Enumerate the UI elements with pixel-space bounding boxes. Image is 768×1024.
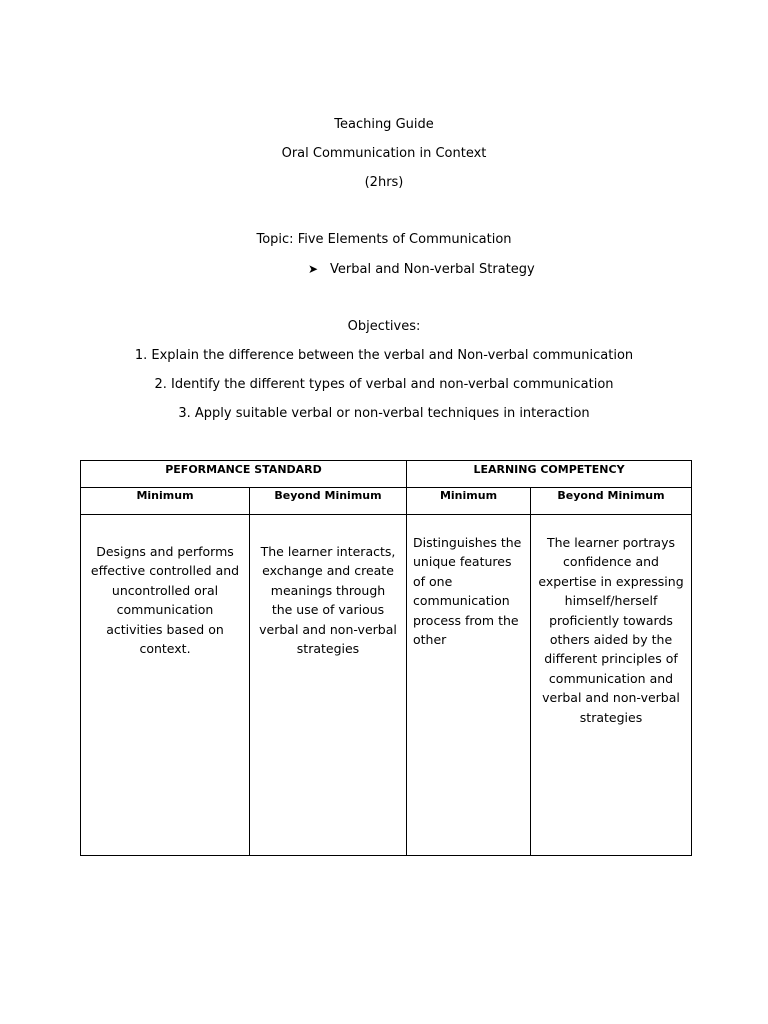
column-header-beyond-minimum: Beyond Minimum	[531, 488, 692, 515]
learning-competency-header: LEARNING COMPETENCY	[407, 461, 692, 488]
document-title: Teaching Guide	[334, 117, 434, 132]
objective-item-2: 2. Identify the different types of verbal and non-verbal communication	[154, 377, 614, 392]
column-header-beyond-minimum: Beyond Minimum	[250, 488, 407, 515]
table-cell: The learner interacts, exchange and create meanings through the use of various verbal and non-verbal strategies	[250, 515, 407, 856]
objective-item-1: 1. Explain the difference between the verbal and Non-verbal communication	[134, 348, 634, 363]
column-header-minimum: Minimum	[407, 488, 531, 515]
objective-item-3: 3. Apply suitable verbal or non-verbal techniques in interaction	[178, 406, 590, 421]
objectives-heading: Objectives:	[347, 319, 421, 334]
group-header-row	[81, 461, 692, 488]
subheader-row	[81, 488, 692, 515]
subtopic-label: Verbal and Non-verbal Strategy	[330, 262, 535, 277]
arrowhead-bullet-icon: ➤	[308, 262, 319, 276]
competency-table	[80, 460, 692, 856]
subtopic-item	[308, 261, 535, 278]
topic-line: Topic: Five Elements of Communication	[256, 232, 512, 247]
subject-title: Oral Communication in Context	[281, 146, 487, 161]
performance-standard-header: PEFORMANCE STANDARD	[81, 461, 407, 488]
column-header-minimum: Minimum	[81, 488, 250, 515]
table-row	[81, 515, 692, 856]
table-cell: Distinguishes the unique features of one communication process from the other	[407, 515, 531, 856]
table-cell: The learner portrays confidence and expertise in expressing himself/herself proficiently towards others aided by the different principles of communication and verbal and non-verbal strategies	[531, 515, 692, 856]
table-cell: Designs and performs effective controlled and uncontrolled oral communication activities based on context.	[81, 515, 250, 856]
duration-label: (2hrs)	[364, 175, 404, 190]
